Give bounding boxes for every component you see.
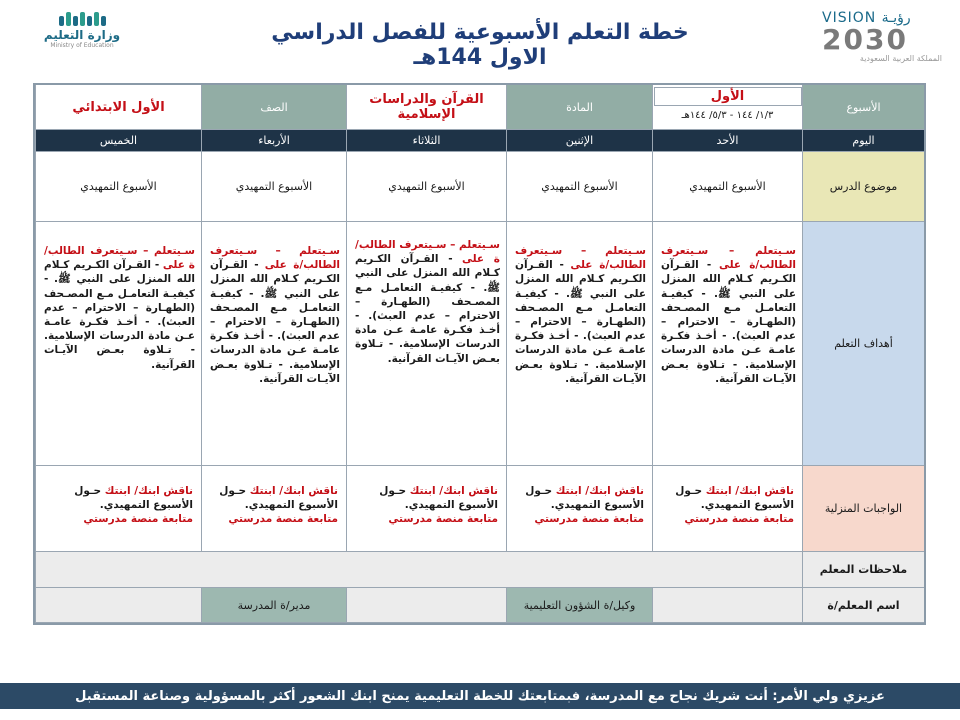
topic-value: الأسبوع التمهيدي bbox=[388, 180, 465, 193]
grade-value-cell bbox=[35, 85, 201, 130]
ministry-mark-icon bbox=[42, 12, 122, 26]
ministry-logo bbox=[42, 12, 122, 64]
goals-cell bbox=[35, 222, 201, 466]
topic-label: موضوع الدرس bbox=[829, 180, 898, 193]
homework-cell bbox=[652, 466, 802, 552]
goals-cell bbox=[201, 222, 346, 466]
day-name: الثلاثاء bbox=[412, 134, 441, 147]
homework-cell bbox=[201, 466, 346, 552]
grade-value: الأول الابتدائي bbox=[72, 99, 165, 115]
day-name: الأحد bbox=[716, 134, 739, 147]
goals-body: - القـرآن الكـريم كـلام الله المنزل على النبي ﷺ. - كيفيـة التعامـل مـع المصـحف (الطهـارة – الاحترام – عدم العبث). - أخـذ فكـرة عامـة عـن مادة الدرسات الإسلامية. - تـلاوة بعـض الآيـات القرآنية. bbox=[210, 259, 340, 385]
goals-cell bbox=[346, 222, 506, 466]
day-label-cell bbox=[802, 130, 924, 152]
homework-cell bbox=[506, 466, 652, 552]
homework-prompt: ناقش ابنك/ ابنتك bbox=[409, 485, 498, 497]
goals-label: أهداف التعلم bbox=[834, 337, 893, 350]
teacher-name-field[interactable] bbox=[652, 588, 802, 623]
notes-label: ملاحظات المعلم bbox=[819, 563, 908, 576]
goals-head: سـيتعلم – سـيتعرف الطالب/ة على bbox=[355, 239, 500, 266]
goals-head: سـيتعلم – سـيتعرف الطالب/ة على bbox=[661, 245, 796, 272]
topic-cell bbox=[201, 152, 346, 222]
day-header-thursday bbox=[35, 130, 201, 152]
day-name: الإثنين bbox=[565, 134, 594, 147]
homework-prompt: ناقش ابنك/ ابنتك bbox=[104, 485, 193, 497]
page-header bbox=[0, 0, 960, 78]
day-name: الخميس bbox=[99, 134, 138, 147]
homework-cell bbox=[35, 466, 201, 552]
goals-cell bbox=[506, 222, 652, 466]
day-header-monday bbox=[506, 130, 652, 152]
teacher-label-cell bbox=[802, 588, 924, 623]
homework-label-cell bbox=[802, 466, 924, 552]
homework-platform: متابعة منصة مدرستي bbox=[684, 513, 794, 525]
week-dates: ١/٣/ ١٤٤ - ٥/٣/ ١٤٤هـ bbox=[681, 110, 774, 121]
homework-platform: متابعة منصة مدرستي bbox=[534, 513, 644, 525]
parent-message: عزيزي ولي الأمر: أنت شريك نجاح مع المدرسة، فبمتابعتك للخطة التعليمية يمنح ابنك الشعور أكثر بالمسؤولية وصناعة المستقبل bbox=[75, 688, 885, 704]
ministry-name-ar: وزارة التعليم bbox=[43, 28, 121, 42]
grade-label-cell bbox=[201, 85, 346, 130]
goals-body: - القـرآن الكـريم كـلام الله المنزل على النبي ﷺ. - كيفيـة التعامـل مـع المصـحف (الطهـارة – الاحترام – عدم العبث). - أخـذ فكـرة عامـة عـن مادة الدرسات الإسلامية. - تـلاوة بعـض الآيـات القرآنية. bbox=[44, 259, 195, 371]
principal-label-cell bbox=[201, 588, 346, 623]
vision-2030-logo bbox=[822, 10, 942, 68]
day-name: الأربعاء bbox=[258, 134, 290, 147]
day-label: اليوم bbox=[852, 134, 875, 147]
day-header-sunday bbox=[652, 130, 802, 152]
goals-head: سـيتعلم – سـيتعرف الطالب/ة على bbox=[210, 245, 340, 272]
principal-name-field[interactable] bbox=[35, 588, 201, 623]
goals-cell bbox=[652, 222, 802, 466]
ministry-name-en: Ministry of Education bbox=[50, 42, 114, 49]
homework-prompt: ناقش ابنك/ ابنتك bbox=[249, 485, 338, 497]
page-title: خطة التعلم الأسبوعية للفصل الدراسي الاول 144هـ bbox=[271, 20, 689, 70]
vision-arabic: رؤيـة bbox=[881, 10, 911, 26]
topic-cell bbox=[346, 152, 506, 222]
homework-platform: متابعة منصة مدرستي bbox=[228, 513, 338, 525]
topic-value: الأسبوع التمهيدي bbox=[80, 180, 157, 193]
day-header-tuesday bbox=[346, 130, 506, 152]
goals-body: - القـرآن الكـريم كـلام الله المنزل على النبي ﷺ. - كيفيـة التعامـل مـع المصـحف (الطهـارة – الاحترام – عدم العبث). - أخـذ فكـرة عامـة عـن مادة الدرسات الإسلامية. - تـلاوة بعـض الآيـات القرآنية. bbox=[355, 253, 500, 365]
day-header-wednesday bbox=[201, 130, 346, 152]
week-label-cell bbox=[802, 85, 924, 130]
homework-platform: متابعة منصة مدرستي bbox=[388, 513, 498, 525]
subject-value: القرآن والدراسات الإسلامية bbox=[369, 92, 484, 122]
vice-name-field[interactable] bbox=[346, 588, 506, 623]
topic-cell bbox=[506, 152, 652, 222]
goals-body: - القـرآن الكـريم كـلام الله المنزل على النبي ﷺ. - كيفيـة التعامـل مـع المصـحف (الطهـارة – الاحترام – عدم العبث). - أخـذ فكـرة عامـة عـن مادة الدرسات الإسلامية. - تـلاوة بعـض الآيـات القرآنية. bbox=[661, 259, 796, 385]
grade-label: الصف bbox=[260, 100, 288, 114]
week-value: الأول bbox=[654, 87, 802, 106]
vision-year: 2030 bbox=[822, 23, 908, 56]
goals-head: سـيتعلم – سـيتعرف الطالب/ة على bbox=[515, 245, 647, 272]
subject-value-cell bbox=[346, 85, 506, 130]
vision-latin: VISION bbox=[822, 10, 877, 26]
homework-prompt: ناقش ابنك/ ابنتك bbox=[705, 485, 794, 497]
homework-cell bbox=[346, 466, 506, 552]
homework-topic: حـول الأسبوع التمهيدي. bbox=[74, 485, 193, 511]
homework-topic: حـول الأسبوع التمهيدي. bbox=[219, 485, 338, 511]
week-value-cell bbox=[652, 85, 802, 130]
subject-label-cell bbox=[506, 85, 652, 130]
topic-cell bbox=[652, 152, 802, 222]
homework-platform: متابعة منصة مدرستي bbox=[83, 513, 193, 525]
weekly-plan-table bbox=[33, 83, 926, 625]
notes-field[interactable] bbox=[35, 552, 802, 588]
homework-topic: حـول الأسبوع التمهيدي. bbox=[675, 485, 794, 511]
vice-label: وكيل/ة الشؤون التعليمية bbox=[523, 598, 636, 612]
subject-label: المادة bbox=[566, 100, 593, 114]
topic-label-cell bbox=[802, 152, 924, 222]
homework-topic: حـول الأسبوع التمهيدي. bbox=[379, 485, 498, 511]
vision-kingdom: المملكة العربية السعودية bbox=[859, 54, 942, 63]
homework-topic: حـول الأسبوع التمهيدي. bbox=[525, 485, 644, 511]
goals-body: - القـرآن الكـريم كـلام الله المنزل على النبي ﷺ. - كيفيـة التعامـل مـع المصـحف (الطهـارة – الاحترام – عدم العبث). - أخـذ فكـرة عامـة عـن مادة الدرسات الإسلامية. - تـلاوة بعـض الآيـات القرآنية. bbox=[515, 259, 646, 385]
vice-label-cell bbox=[506, 588, 652, 623]
topic-cell bbox=[35, 152, 201, 222]
week-label: الأسبوع bbox=[846, 100, 881, 114]
topic-value: الأسبوع التمهيدي bbox=[235, 180, 313, 193]
parent-message-bar bbox=[0, 683, 960, 709]
topic-value: الأسبوع التمهيدي bbox=[689, 180, 766, 193]
principal-label: مدير/ة المدرسة bbox=[237, 598, 311, 612]
homework-prompt: ناقش ابنك/ ابنتك bbox=[555, 485, 644, 497]
goals-label-cell bbox=[802, 222, 924, 466]
teacher-label: اسم المعلم/ة bbox=[827, 598, 900, 612]
goals-head: سـيتعلم – سـيتعرف الطالب/ة على bbox=[44, 245, 196, 272]
notes-label-cell bbox=[802, 552, 924, 588]
homework-label: الواجبات المنزلية bbox=[824, 502, 903, 515]
topic-value: الأسبوع التمهيدي bbox=[541, 180, 618, 193]
